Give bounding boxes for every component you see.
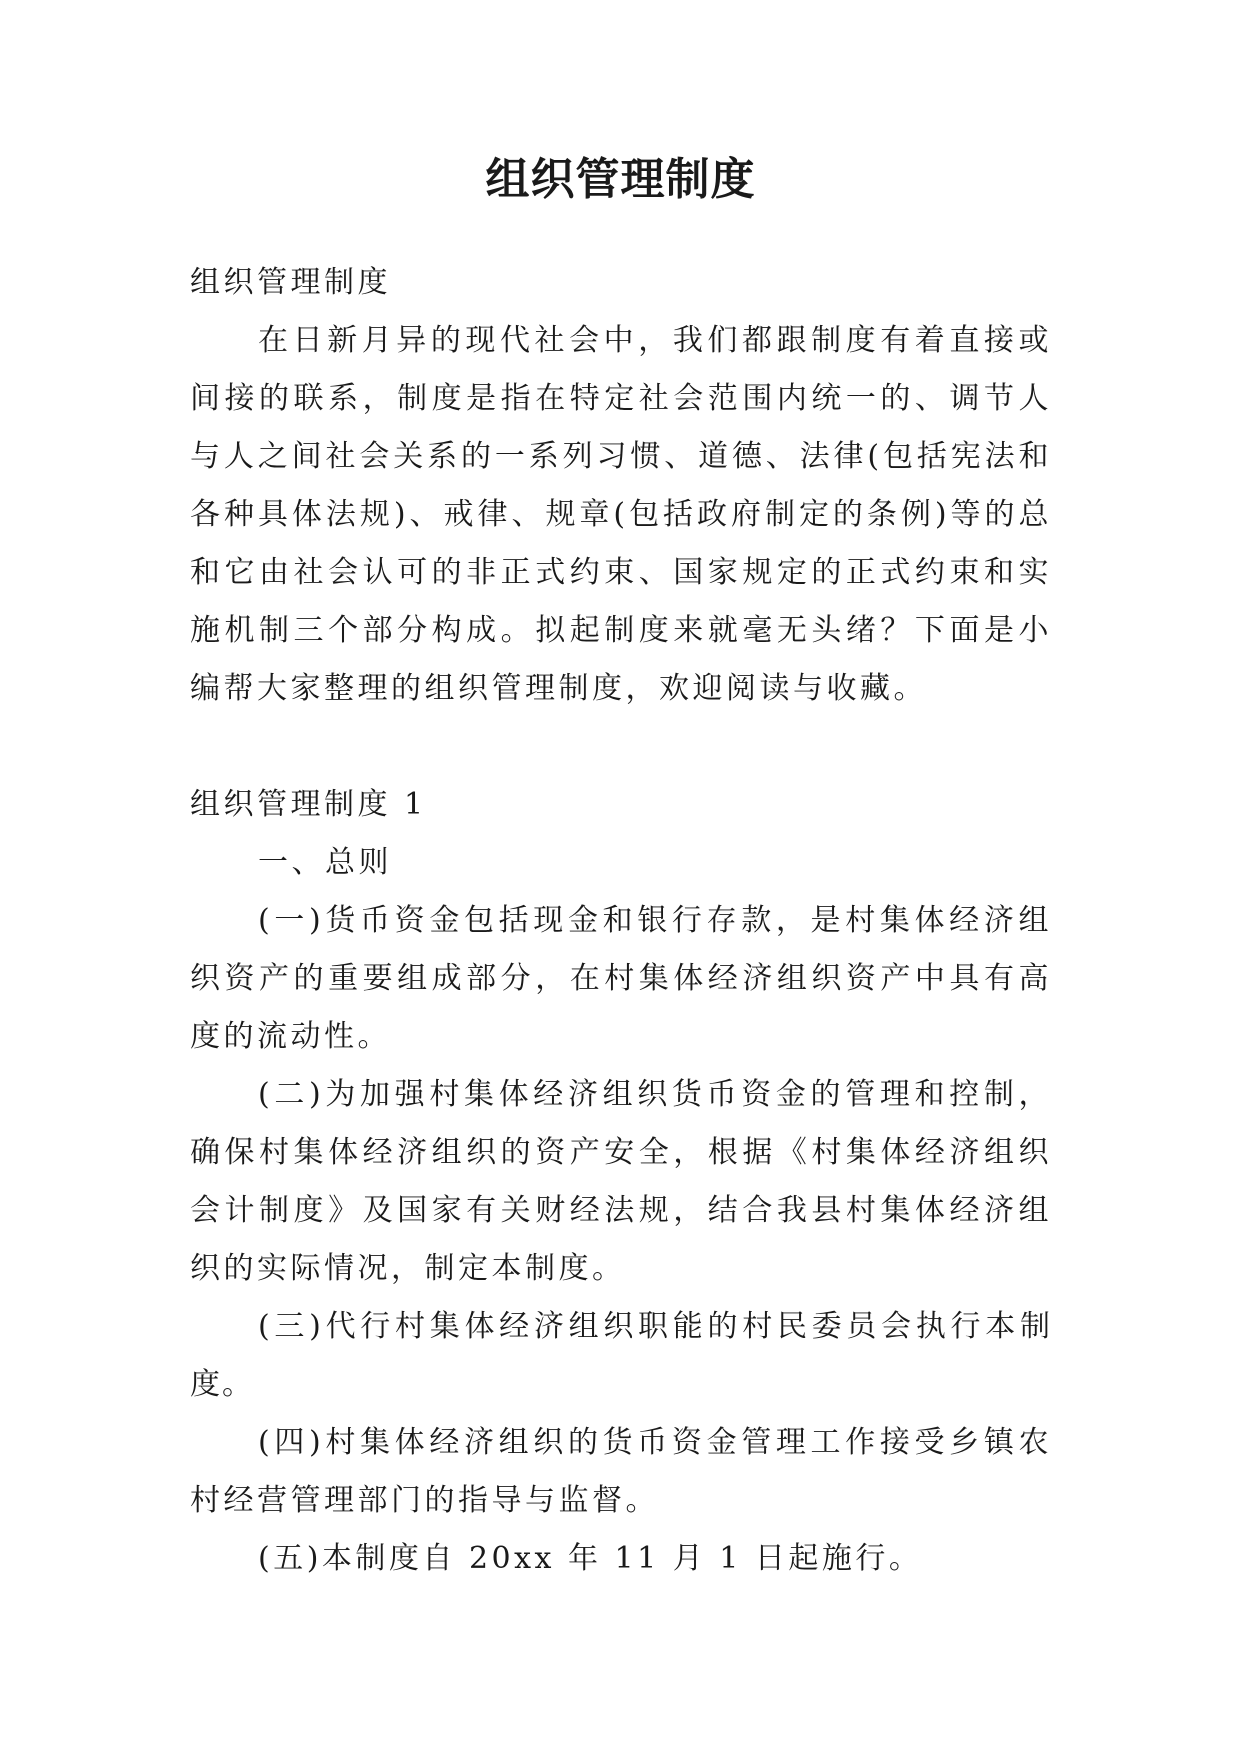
clause-1: (一)货币资金包括现金和银行存款，是村集体经济组织资产的重要组成部分，在村集体经济组织资产中具有高度的流动性。 [190,903,1052,1054]
document-subtitle: 组织管理制度 [190,265,391,300]
part-heading: 一、总则 [258,845,392,880]
clause-2: (二)为加强村集体经济组织货币资金的管理和控制，确保村集体经济组织的资产安全，根据《村集体经济组织会计制度》及国家有关财经法规，结合我县村集体经济组织的实际情况，制定本制度。 [190,1077,1052,1286]
document-body [190,254,1052,1588]
clause-4: (四)村集体经济组织的货币资金管理工作接受乡镇农村经营管理部门的指导与监督。 [190,1425,1052,1518]
section-heading: 组织管理制度 1 [190,787,427,822]
paragraph-gap [190,718,1052,776]
clause-5: (五)本制度自 20xx 年 11 月 1 日起施行。 [258,1541,923,1576]
document-title: 组织管理制度 [485,154,756,205]
intro-paragraph: 在日新月异的现代社会中，我们都跟制度有着直接或间接的联系，制度是指在特定社会范围内统一的、调节人与人之间社会关系的一系列习惯、道德、法律(包括宪法和各种具体法规)、戒律、规章(包括政府制定的条例)等的总和它由社会认可的非正式约束、国家规定的正式约束和实施机制三个部分构成。拟起制度来就毫无头绪？下面是小编帮大家整理的组织管理制度，欢迎阅读与收藏。 [190,323,1052,706]
clause-3: (三)代行村集体经济组织职能的村民委员会执行本制度。 [190,1309,1052,1402]
